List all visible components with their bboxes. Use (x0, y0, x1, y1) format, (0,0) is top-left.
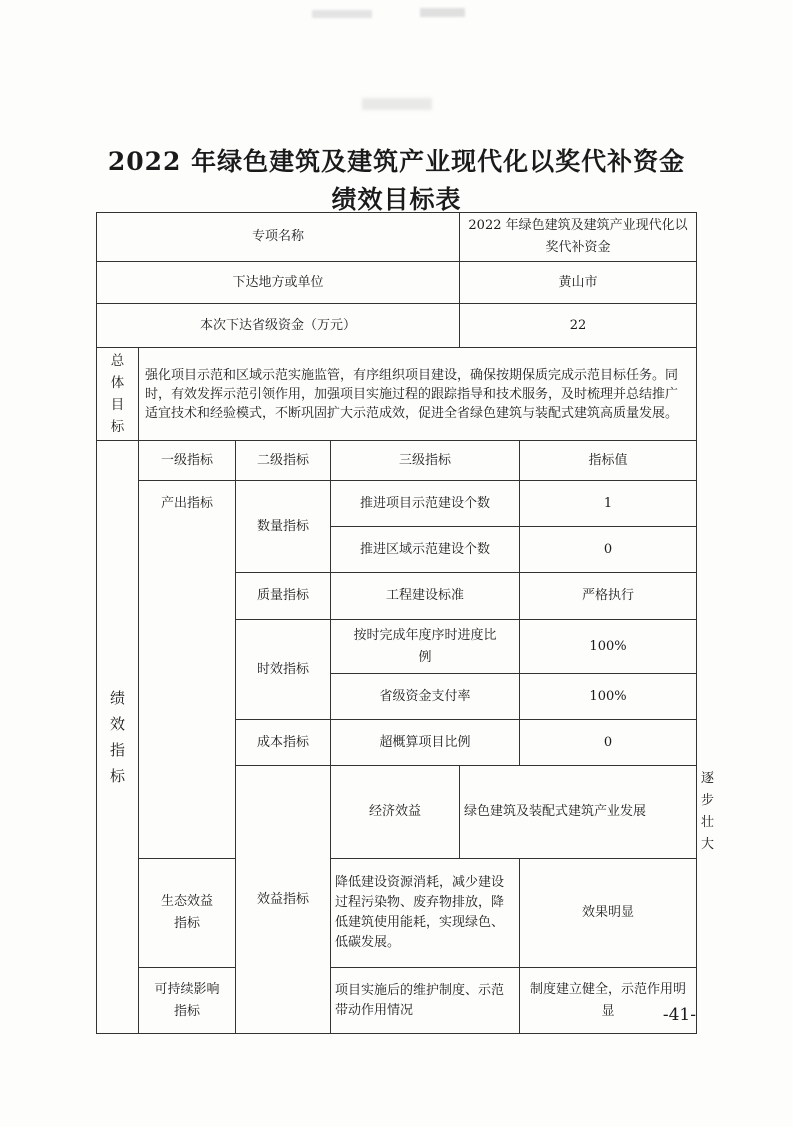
quantity-indicators: 数量指标 (236, 481, 331, 573)
document-subtitle: 绩效目标表 (331, 185, 462, 214)
indicator-value: 100% (520, 674, 697, 720)
benefit-indicators: 效益指标 (236, 766, 331, 1034)
table-row (97, 441, 697, 481)
level3-indicator: 降低建设资源消耗，减少建设过程污染物、废弃物排放，降低建筑使用能耗，实现绿色、低碳发展。 (331, 859, 520, 968)
timeliness-indicators: 时效指标 (236, 620, 331, 720)
table-row: 效益指标 经济效益 绿色建筑及装配式建筑产业发展 逐步壮大 (97, 766, 697, 859)
indicator-value: 严格执行 (520, 573, 697, 620)
level3-indicator: 省级资金支付率 (331, 674, 520, 720)
column-header: 一级指标 (139, 441, 236, 481)
region-value: 黄山市 (460, 262, 697, 304)
column-header: 二级指标 (236, 441, 331, 481)
level3-indicator: 工程建设标准 (331, 573, 520, 620)
performance-target-table (96, 212, 715, 1034)
overall-goal-text: 强化项目示范和区域示范实施监管，有序组织项目建设，确保按期保质完成示范目标任务。同时，有效发挥示范引领作用，加强项目实施过程的跟踪指导和技术服务，及时梳理并总结推广适宜技术和经验模式，不断巩固扩大示范成效，促进全省绿色建筑与装配式建筑高质量发展。 (139, 348, 697, 441)
level3-indicator: 推进区域示范建设个数 (331, 527, 520, 573)
project-name-label: 专项名称 (97, 213, 460, 262)
scan-mark (312, 10, 372, 18)
level3-indicator: 项目实施后的维护制度、示范带动作用情况 (331, 968, 520, 1034)
performance-indicators-label: 绩效指标 (97, 441, 139, 1034)
column-header: 三级指标 (331, 441, 520, 481)
level3-indicator: 按时完成年度序时进度比例 (331, 620, 520, 674)
table-row (97, 481, 697, 527)
indicator-value: 100% (520, 620, 697, 674)
funds-value: 22 (460, 304, 697, 348)
table-row (97, 262, 697, 304)
column-header: 指标值 (520, 441, 697, 481)
level3-indicator: 绿色建筑及装配式建筑产业发展 (460, 766, 697, 859)
funds-label: 本次下达省级资金（万元） (97, 304, 460, 348)
ecological-benefit: 生态效益指标 (139, 859, 236, 968)
table-row (97, 213, 697, 262)
indicator-value: 0 (520, 720, 697, 766)
page-number: -41- (662, 1005, 696, 1025)
quality-indicators: 质量指标 (236, 573, 331, 620)
level3-indicator: 超概算项目比例 (331, 720, 520, 766)
project-name-value: 2022 年绿色建筑及建筑产业现代化以奖代补资金 (460, 213, 697, 262)
cost-indicators: 成本指标 (236, 720, 331, 766)
table-row (97, 968, 697, 1034)
indicator-value: 0 (520, 527, 697, 573)
level3-indicator: 推进项目示范建设个数 (331, 481, 520, 527)
indicator-value: 1 (520, 481, 697, 527)
document-title: 2022 年绿色建筑及建筑产业现代化以奖代补资金 (107, 147, 686, 176)
sustainable-impact: 可持续影响指标 (139, 968, 236, 1034)
table-row (97, 348, 697, 441)
economic-benefit: 经济效益 (331, 766, 460, 859)
table-row (97, 304, 697, 348)
table-row (97, 859, 697, 968)
overall-goal-label: 总体目标 (97, 348, 139, 441)
indicator-value: 效果明显 (520, 859, 697, 968)
scan-mark (362, 98, 432, 110)
scan-mark (420, 8, 465, 17)
region-label: 下达地方或单位 (97, 262, 460, 304)
indicator-value: 制度建立健全，示范作用明显 (520, 968, 697, 1034)
output-indicators: 产出指标 (139, 481, 236, 859)
